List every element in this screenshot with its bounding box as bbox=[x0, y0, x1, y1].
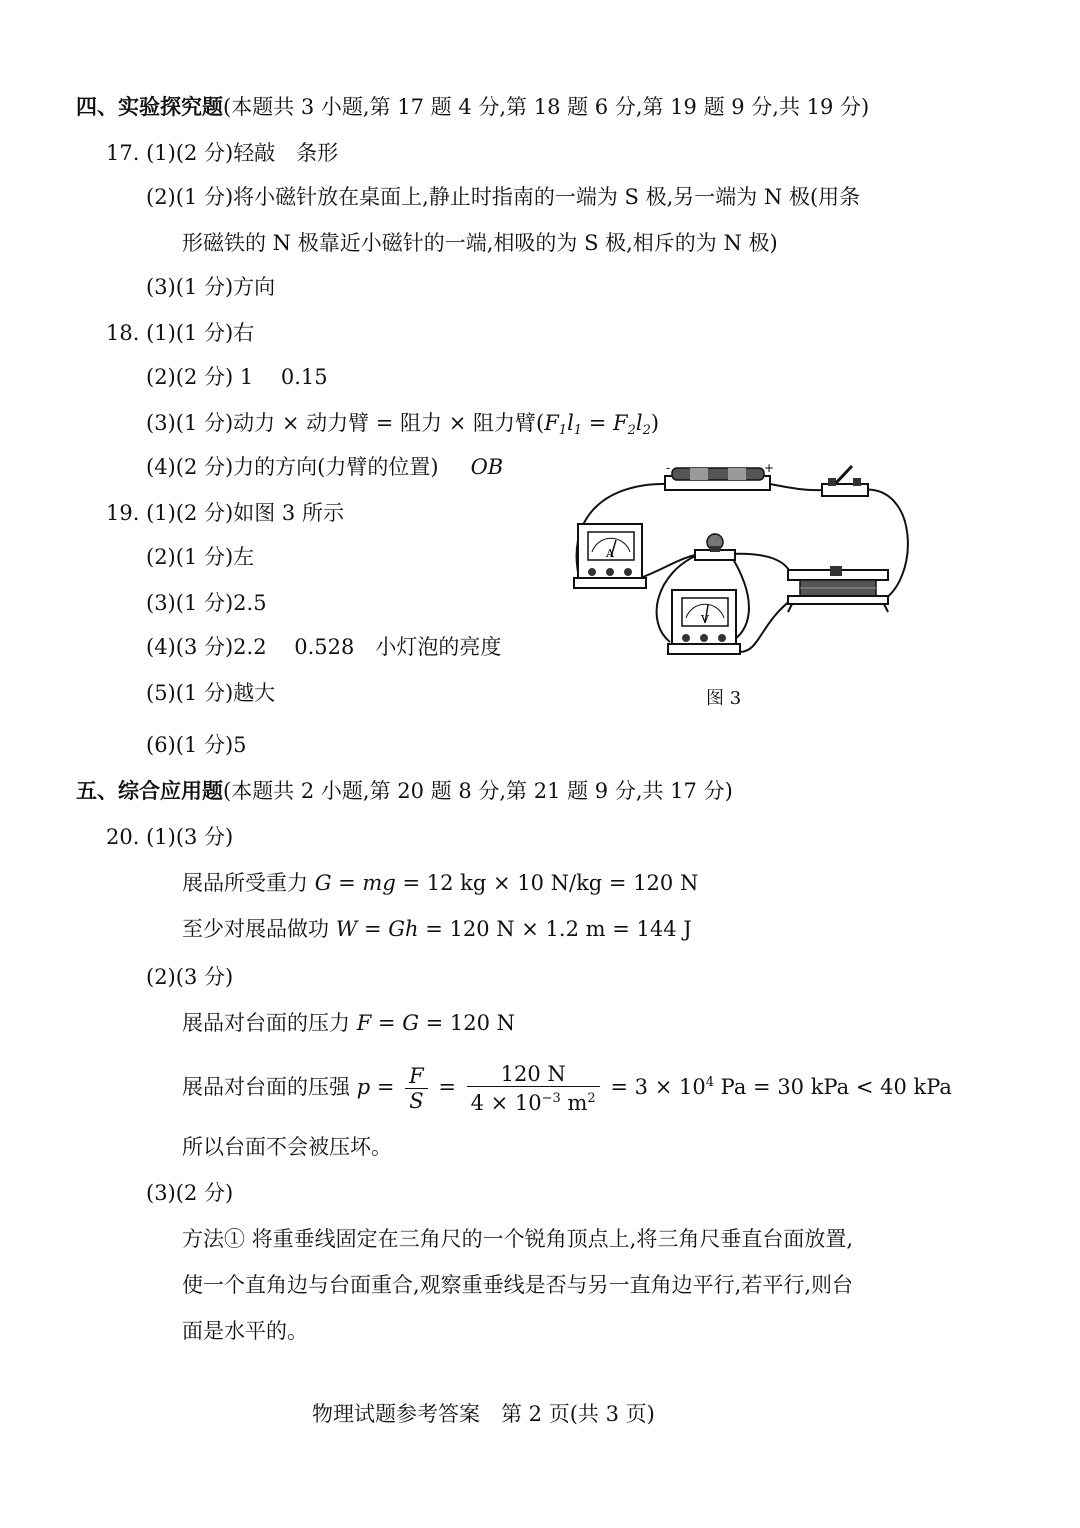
q18-part4 bbox=[146, 452, 503, 482]
q18-part3-close: ) bbox=[650, 411, 660, 435]
q18-part4-text: (4)(2 分)力的方向(力臂的位置) bbox=[146, 455, 439, 479]
q20-gravity-text: 展品所受重力 bbox=[182, 871, 315, 895]
page-footer: 物理试题参考答案 第 2 页(共 3 页) bbox=[312, 1402, 655, 1426]
light-bulb bbox=[695, 534, 735, 560]
q20-pressure-line: 展品对台面的压强 p = $\frac{F}{S}$ = $\frac{120 N}{4 \times 10^{-3} m^2}$ = $3 \times 10^4$ Pa = 30 kPa < 40 kPa bbox=[182, 1062, 952, 1115]
q20-pressure-p: p bbox=[356, 1075, 371, 1099]
rheostat bbox=[788, 566, 888, 612]
q20-force-formula: F = G bbox=[356, 1011, 426, 1035]
q20-conclusion: 所以台面不会被压坏。 bbox=[182, 1135, 392, 1159]
circuit-diagram bbox=[560, 462, 920, 672]
figure-caption: 图 3 bbox=[706, 688, 742, 709]
q20-gravity-eq: = 12 kg × 10 N/kg = 120 N bbox=[402, 871, 699, 895]
q17-part2-line2: 形磁铁的 N 极靠近小磁针的一端,相吸的为 S 极,相斥的为 N 极) bbox=[182, 231, 778, 255]
ammeter-label: A bbox=[606, 547, 614, 560]
battery-plus: + bbox=[764, 462, 775, 475]
q20-method-line1: 方法① 将重垂线固定在三角尺的一个锐角顶点上,将三角尺垂直台面放置, bbox=[182, 1227, 854, 1251]
q20-force-text: 展品对台面的压力 bbox=[182, 1011, 357, 1035]
q18-part1: 18. (1)(1 分)右 bbox=[106, 321, 255, 345]
fraction-f-over-s: $\frac{F}{S}$ bbox=[405, 1064, 428, 1113]
section4-heading bbox=[76, 92, 869, 122]
q19-part2: (2)(1 分)左 bbox=[146, 545, 255, 569]
den-base: 4 × 10 bbox=[470, 1091, 542, 1115]
q20-method-line3: 面是水平的。 bbox=[182, 1319, 308, 1343]
q20-gravity-line bbox=[182, 868, 698, 898]
q18-part4-ob: OB bbox=[470, 455, 504, 479]
q20-force-line bbox=[182, 1008, 515, 1038]
q19-part4: (4)(3 分)2.2 0.528 小灯泡的亮度 bbox=[146, 635, 502, 659]
den-exp: −3 bbox=[541, 1091, 561, 1106]
section5-title: 五、综合应用题 bbox=[76, 779, 223, 803]
q17-part3: (3)(1 分)方向 bbox=[146, 275, 276, 299]
section4-title: 四、实验探究题 bbox=[76, 95, 223, 119]
q20-work-line bbox=[182, 914, 692, 944]
section5-heading bbox=[76, 776, 733, 806]
q20-force-eq: = 120 N bbox=[425, 1011, 516, 1035]
q20-gravity-formula: G = mg bbox=[314, 871, 403, 895]
section5-desc: (本题共 2 小题,第 20 题 8 分,第 21 题 9 分,共 17 分) bbox=[223, 779, 733, 803]
den-unit-exp: 2 bbox=[587, 1091, 596, 1106]
result-exp: 4 bbox=[705, 1075, 714, 1090]
battery-pack bbox=[665, 462, 774, 490]
q19-part5: (5)(1 分)越大 bbox=[146, 681, 276, 705]
q20-method-line2: 使一个直角边与台面重合,观察重垂线是否与另一直角边平行,若平行,则台 bbox=[182, 1273, 854, 1297]
q20-part1: 20. (1)(3 分) bbox=[106, 825, 234, 849]
fraction-values bbox=[467, 1062, 600, 1115]
voltmeter bbox=[668, 590, 740, 654]
fraction-denominator bbox=[467, 1087, 600, 1115]
q20-part2: (2)(3 分) bbox=[146, 965, 234, 989]
q18-part3-text: (3)(1 分)动力 × 动力臂 = 阻力 × 阻力臂( bbox=[146, 411, 545, 435]
switch bbox=[822, 466, 868, 496]
battery-minus: - bbox=[666, 462, 671, 475]
fraction-numerator: 120 N bbox=[467, 1062, 600, 1087]
result-b: Pa = 30 kPa < 40 kPa bbox=[713, 1075, 952, 1099]
q20-work-formula: W = Gh bbox=[335, 917, 426, 941]
section4-desc: (本题共 3 小题,第 17 题 4 分,第 18 题 6 分,第 19 题 9 分,共 19 分) bbox=[223, 95, 870, 119]
q18-part2: (2)(2 分) 1 0.15 bbox=[146, 365, 328, 389]
den-unit: m bbox=[560, 1091, 588, 1115]
voltmeter-label: V bbox=[701, 613, 709, 626]
result-a: = 3 × 10 bbox=[610, 1075, 706, 1099]
ammeter bbox=[574, 524, 646, 588]
q20-pressure-text: 展品对台面的压强 bbox=[182, 1075, 357, 1099]
q19-part1: 19. (1)(2 分)如图 3 所示 bbox=[106, 501, 344, 525]
q18-part3 bbox=[146, 408, 659, 446]
q20-part3: (3)(2 分) bbox=[146, 1181, 234, 1205]
q19-part3: (3)(1 分)2.5 bbox=[146, 591, 267, 615]
q20-work-eq: = 120 N × 1.2 m = 144 J bbox=[425, 917, 692, 941]
q19-part6: (6)(1 分)5 bbox=[146, 733, 247, 757]
q20-work-text: 至少对展品做功 bbox=[182, 917, 336, 941]
q17-part1: 17. (1)(2 分)轻敲 条形 bbox=[106, 141, 339, 165]
lever-formula: $F_1l_1 = F_2l_2$ bbox=[544, 411, 651, 438]
q17-part2-line1: (2)(1 分)将小磁针放在桌面上,静止时指南的一端为 S 极,另一端为 N 极(用条 bbox=[146, 185, 861, 209]
